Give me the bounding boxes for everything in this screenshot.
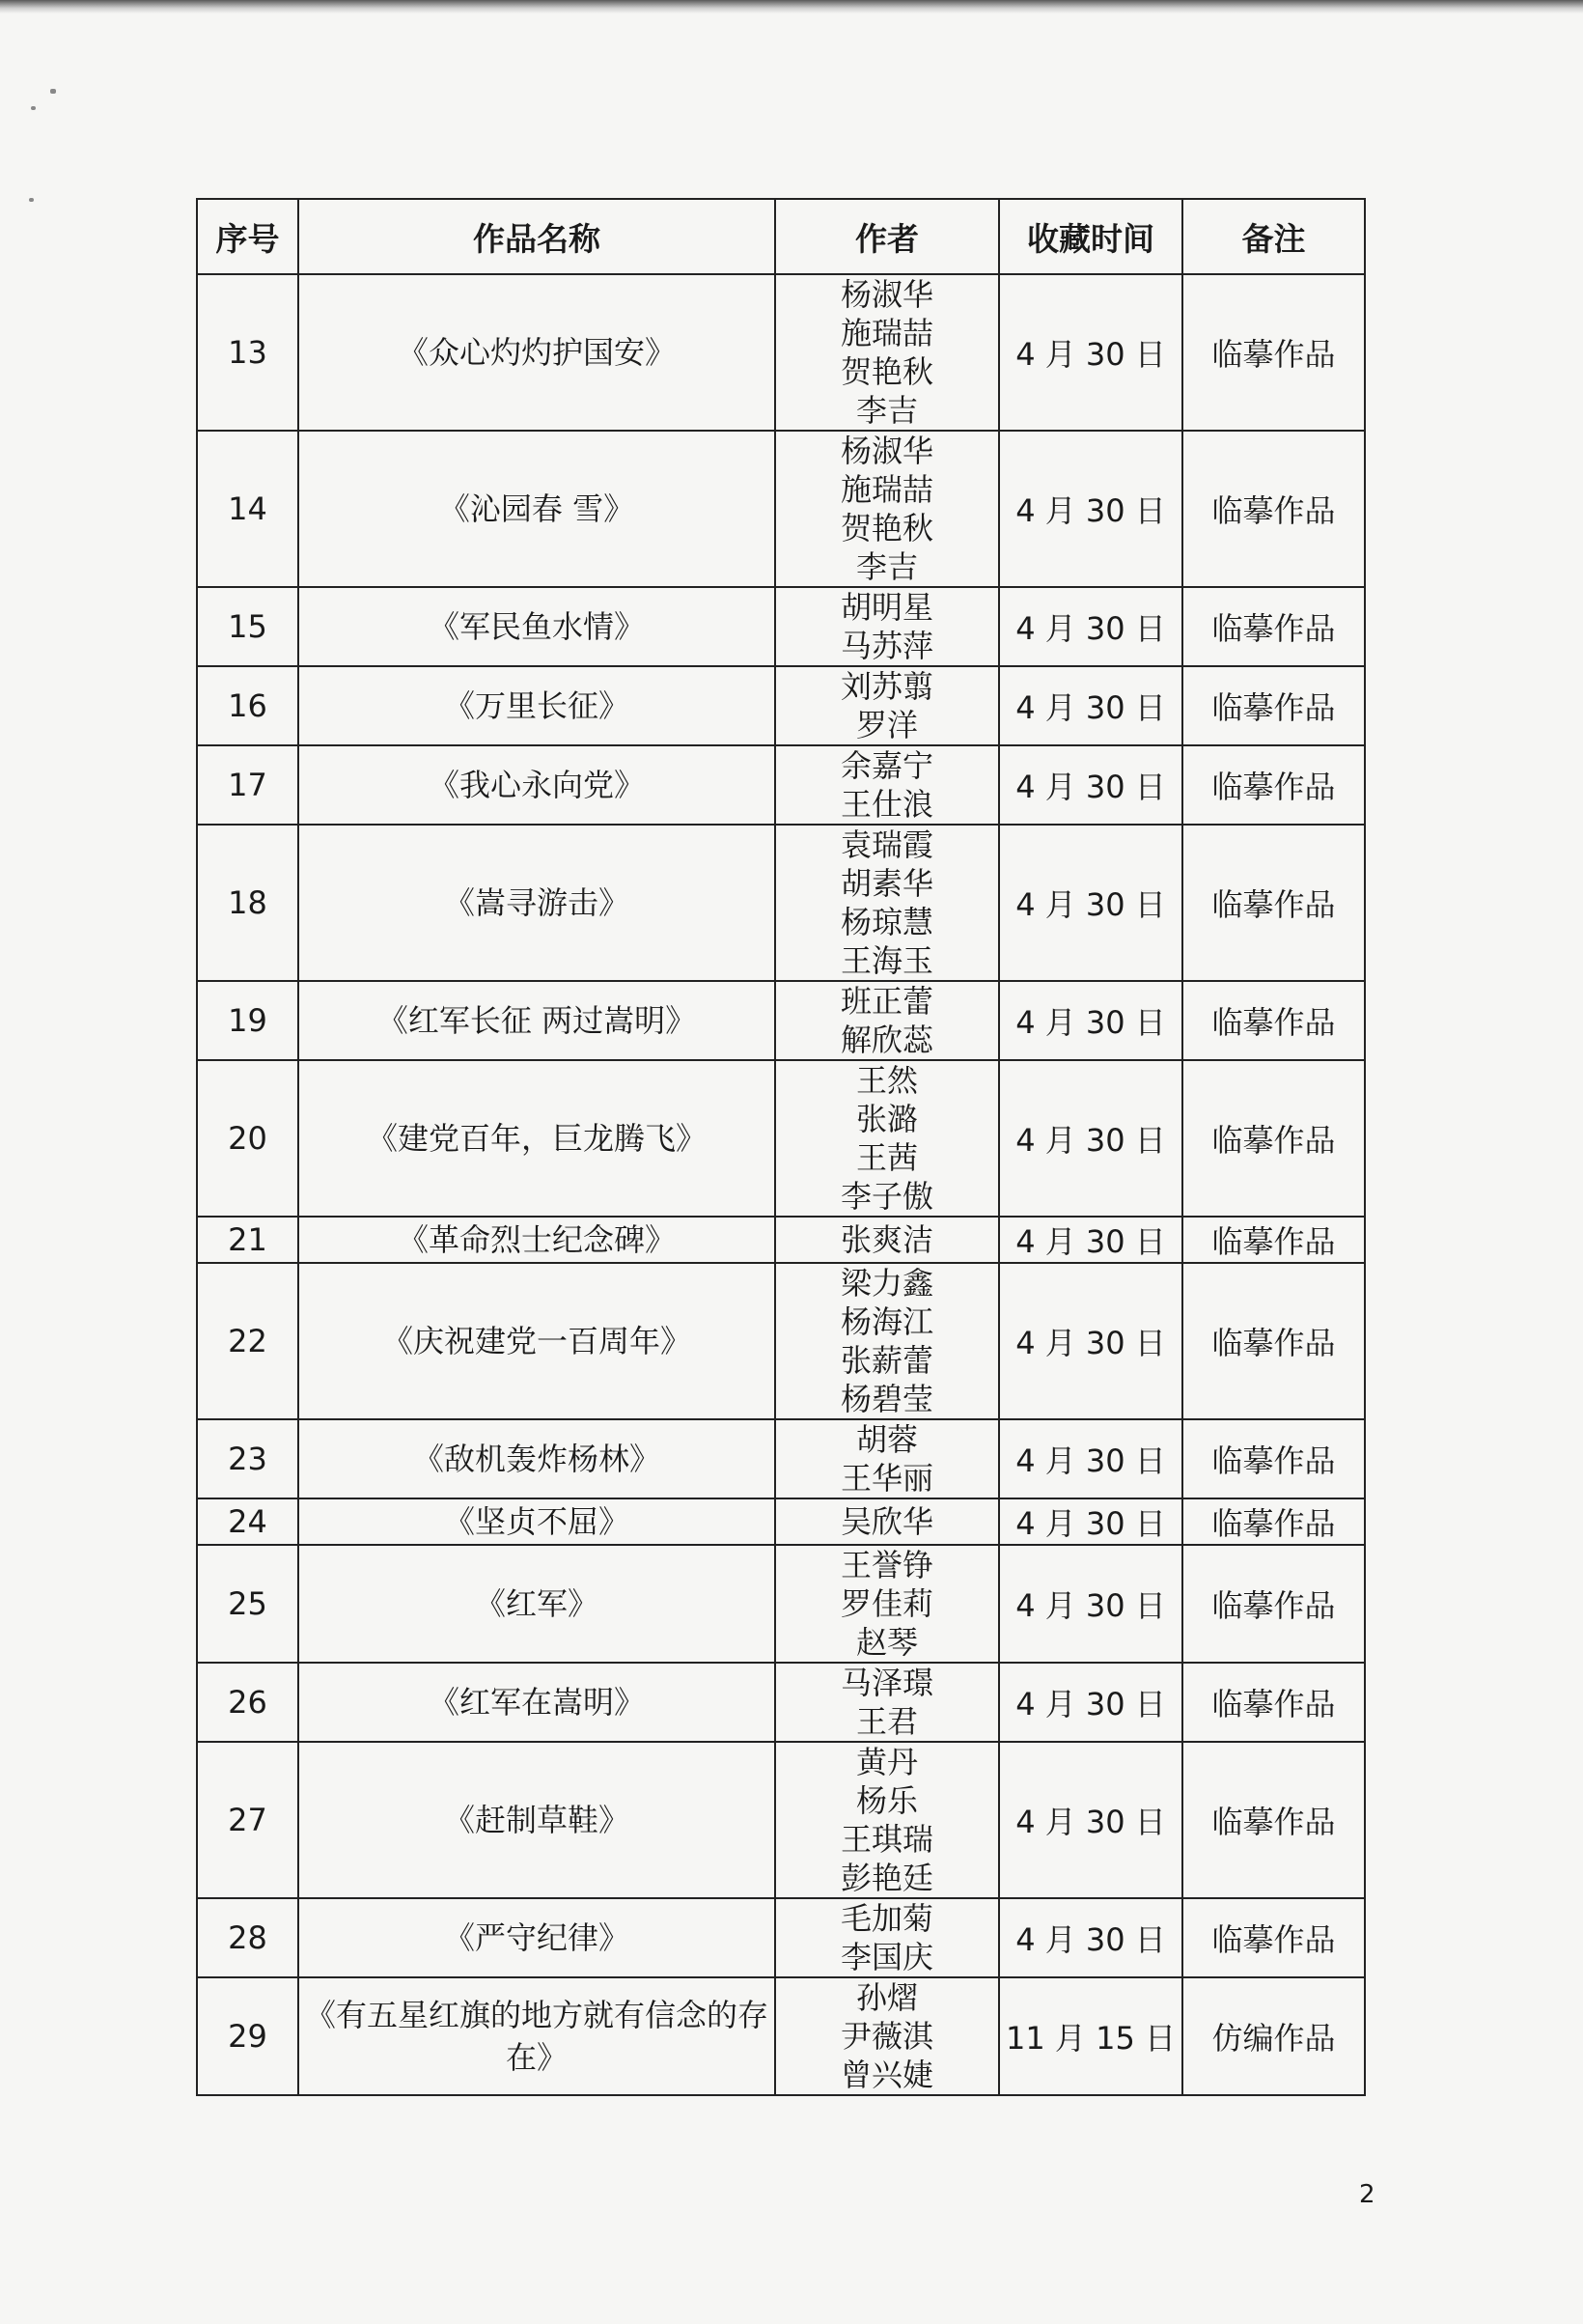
author-name: 孙熠: [855, 1979, 918, 2016]
table-row: [197, 1545, 1365, 1663]
cell-index: 16: [197, 666, 298, 745]
cell-authors: [775, 1060, 999, 1217]
author-name: 马泽璟: [840, 1665, 933, 1701]
cell-note: 临摹作品: [1182, 1545, 1365, 1663]
cell-note: 临摹作品: [1182, 1419, 1365, 1498]
cell-date: 4 月 30 日: [999, 1060, 1182, 1217]
table-row: [197, 587, 1365, 666]
cell-date: 11 月 15 日: [999, 1977, 1182, 2095]
cell-note: 临摹作品: [1182, 587, 1365, 666]
cell-title: 《庆祝建党一百周年》: [298, 1263, 775, 1419]
table-row: [197, 666, 1365, 745]
cell-date: 4 月 30 日: [999, 1217, 1182, 1263]
cell-authors: [775, 825, 999, 981]
author-name: 赵琴: [855, 1624, 918, 1661]
scan-speck: [31, 106, 36, 110]
cell-note: 临摹作品: [1182, 431, 1365, 587]
cell-index: 13: [197, 274, 298, 431]
cell-index: 28: [197, 1898, 298, 1977]
cell-title: 《万里长征》: [298, 666, 775, 745]
author-name: 刘苏翦: [840, 668, 933, 705]
cell-title: 《军民鱼水情》: [298, 587, 775, 666]
table-body: [197, 274, 1365, 2095]
cell-authors: [775, 1898, 999, 1977]
author-name: 胡明星: [840, 589, 933, 626]
cell-note: 临摹作品: [1182, 1742, 1365, 1898]
cell-authors: [775, 274, 999, 431]
cell-authors: [775, 1498, 999, 1545]
cell-note: 仿编作品: [1182, 1977, 1365, 2095]
table-row: [197, 1663, 1365, 1742]
table-row: [197, 1977, 1365, 2095]
cell-title: 《建党百年，巨龙腾飞》: [298, 1060, 775, 1217]
author-name: 吴欣华: [840, 1503, 933, 1540]
cell-note: 临摹作品: [1182, 1217, 1365, 1263]
cell-date: 4 月 30 日: [999, 981, 1182, 1060]
table-row: [197, 1419, 1365, 1498]
cell-note: 临摹作品: [1182, 1498, 1365, 1545]
author-name: 贺艳秋: [840, 510, 933, 546]
cell-authors: [775, 1419, 999, 1498]
cell-note: 临摹作品: [1182, 825, 1365, 981]
cell-note: 临摹作品: [1182, 1663, 1365, 1742]
cell-date: 4 月 30 日: [999, 1498, 1182, 1545]
cell-authors: [775, 431, 999, 587]
cell-authors: [775, 666, 999, 745]
cell-authors: [775, 1742, 999, 1898]
cell-index: 17: [197, 745, 298, 825]
cell-title: 《红军》: [298, 1545, 775, 1663]
cell-authors: [775, 587, 999, 666]
cell-date: 4 月 30 日: [999, 1742, 1182, 1898]
cell-note: 临摹作品: [1182, 274, 1365, 431]
cell-authors: [775, 1545, 999, 1663]
cell-index: 20: [197, 1060, 298, 1217]
page-number: 2: [1359, 2180, 1375, 2209]
cell-index: 27: [197, 1742, 298, 1898]
author-name: 胡蓉: [855, 1421, 918, 1458]
cell-authors: [775, 1663, 999, 1742]
author-name: 尹薇淇: [840, 2018, 933, 2055]
table-row: [197, 825, 1365, 981]
scan-top-edge: [0, 0, 1583, 14]
cell-date: 4 月 30 日: [999, 1663, 1182, 1742]
author-name: 贺艳秋: [840, 353, 933, 390]
header-note: 备注: [1182, 199, 1365, 274]
author-name: 李国庆: [840, 1939, 933, 1975]
table-row: [197, 431, 1365, 587]
author-name: 李吉: [855, 392, 918, 429]
author-name: 梁力鑫: [840, 1265, 933, 1302]
cell-note: 临摹作品: [1182, 745, 1365, 825]
cell-note: 临摹作品: [1182, 666, 1365, 745]
author-name: 余嘉宁: [840, 747, 933, 784]
table-row: [197, 1742, 1365, 1898]
table-row: [197, 1898, 1365, 1977]
cell-date: 4 月 30 日: [999, 745, 1182, 825]
cell-title: 《我心永向党》: [298, 745, 775, 825]
cell-title: 《坚贞不屈》: [298, 1498, 775, 1545]
cell-index: 15: [197, 587, 298, 666]
cell-note: 临摹作品: [1182, 1060, 1365, 1217]
cell-authors: [775, 1217, 999, 1263]
cell-index: 25: [197, 1545, 298, 1663]
collection-table: [196, 198, 1366, 2096]
cell-date: 4 月 30 日: [999, 1545, 1182, 1663]
cell-note: 临摹作品: [1182, 1898, 1365, 1977]
header-authors: 作者: [775, 199, 999, 274]
header-title: 作品名称: [298, 199, 775, 274]
cell-note: 临摹作品: [1182, 981, 1365, 1060]
author-name: 王茜: [855, 1139, 918, 1176]
author-name: 杨淑华: [840, 276, 933, 313]
cell-index: 19: [197, 981, 298, 1060]
author-name: 黄丹: [855, 1744, 918, 1780]
cell-title: 《革命烈士纪念碑》: [298, 1217, 775, 1263]
cell-index: 22: [197, 1263, 298, 1419]
author-name: 杨海江: [840, 1303, 933, 1340]
header-date: 收藏时间: [999, 199, 1182, 274]
cell-date: 4 月 30 日: [999, 1898, 1182, 1977]
cell-date: 4 月 30 日: [999, 587, 1182, 666]
cell-index: 29: [197, 1977, 298, 2095]
table-row: [197, 274, 1365, 431]
author-name: 李子傲: [840, 1178, 933, 1215]
author-name: 李吉: [855, 548, 918, 585]
cell-date: 4 月 30 日: [999, 431, 1182, 587]
author-name: 班正蕾: [840, 983, 933, 1020]
author-name: 马苏萍: [840, 628, 933, 664]
author-name: 解欣蕊: [840, 1022, 933, 1058]
author-name: 王琪瑞: [840, 1821, 933, 1858]
cell-date: 4 月 30 日: [999, 274, 1182, 431]
cell-title: 《赶制草鞋》: [298, 1742, 775, 1898]
table-row: [197, 1217, 1365, 1263]
author-name: 胡素华: [840, 865, 933, 902]
cell-index: 26: [197, 1663, 298, 1742]
cell-title: 《敌机轰炸杨林》: [298, 1419, 775, 1498]
author-name: 毛加菊: [840, 1900, 933, 1937]
cell-title: 《红军长征 两过嵩明》: [298, 981, 775, 1060]
cell-title: 《严守纪律》: [298, 1898, 775, 1977]
table-row: [197, 1498, 1365, 1545]
table-header-row: [197, 199, 1365, 274]
table-row: [197, 981, 1365, 1060]
cell-date: 4 月 30 日: [999, 1419, 1182, 1498]
author-name: 罗洋: [855, 707, 918, 743]
cell-title: 《红军在嵩明》: [298, 1663, 775, 1742]
author-name: 王海玉: [840, 942, 933, 979]
author-name: 曾兴婕: [840, 2057, 933, 2093]
scan-speck: [29, 198, 34, 202]
cell-index: 14: [197, 431, 298, 587]
scan-speck: [50, 89, 56, 94]
author-name: 张薪蕾: [840, 1342, 933, 1379]
cell-index: 24: [197, 1498, 298, 1545]
author-name: 彭艳廷: [840, 1860, 933, 1896]
author-name: 王君: [855, 1703, 918, 1740]
cell-authors: [775, 1977, 999, 2095]
header-index: 序号: [197, 199, 298, 274]
author-name: 施瑞喆: [840, 471, 933, 508]
cell-date: 4 月 30 日: [999, 825, 1182, 981]
cell-index: 21: [197, 1217, 298, 1263]
cell-authors: [775, 981, 999, 1060]
cell-date: 4 月 30 日: [999, 666, 1182, 745]
cell-title: 《有五星红旗的地方就有信念的存在》: [298, 1977, 775, 2095]
cell-authors: [775, 1263, 999, 1419]
author-name: 杨乐: [855, 1782, 918, 1819]
author-name: 施瑞喆: [840, 315, 933, 351]
cell-title: 《沁园春 雪》: [298, 431, 775, 587]
table-row: [197, 1060, 1365, 1217]
cell-date: 4 月 30 日: [999, 1263, 1182, 1419]
author-name: 杨琼慧: [840, 904, 933, 940]
author-name: 罗佳莉: [840, 1585, 933, 1622]
table-row: [197, 1263, 1365, 1419]
author-name: 杨碧莹: [840, 1381, 933, 1417]
author-name: 王华丽: [840, 1460, 933, 1497]
cell-title: 《众心灼灼护国安》: [298, 274, 775, 431]
author-name: 王仕浪: [840, 786, 933, 823]
author-name: 王誉铮: [840, 1547, 933, 1583]
table-row: [197, 745, 1365, 825]
cell-index: 18: [197, 825, 298, 981]
author-name: 王然: [855, 1062, 918, 1099]
cell-title: 《嵩寻游击》: [298, 825, 775, 981]
cell-index: 23: [197, 1419, 298, 1498]
author-name: 杨淑华: [840, 433, 933, 469]
author-name: 张爽洁: [840, 1221, 933, 1258]
author-name: 袁瑞霞: [840, 826, 933, 863]
cell-note: 临摹作品: [1182, 1263, 1365, 1419]
author-name: 张潞: [855, 1101, 918, 1137]
cell-authors: [775, 745, 999, 825]
